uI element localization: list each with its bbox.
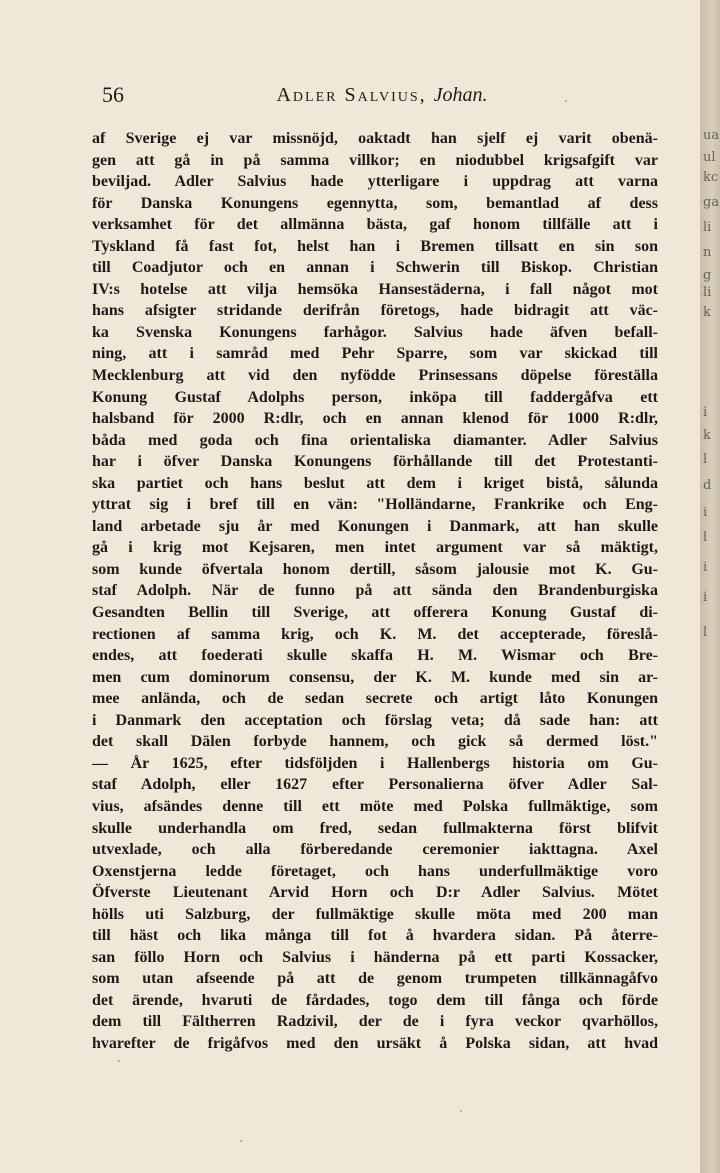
edge-glyph: i — [703, 505, 708, 520]
text-line: halsband för 2000 R:dlr, och en annan klenod för 1000 R:dlr, — [92, 410, 658, 428]
text-line: som utan afseende på att de genom trumpeten tillkännagåfvo — [92, 970, 658, 988]
text-line: hvarefter de frigåfvos med den ursäkt å Polska sidan, att hvad — [92, 1034, 658, 1052]
running-title-name: Adler Salvius, — [276, 84, 427, 106]
running-title-given: Johan. — [433, 84, 488, 106]
text-line: land arbetade sju år med Konungen i Danmark, att han skulle — [92, 517, 658, 535]
text-line: Tyskland få fast fot, helst han i Bremen tillsatt en sin son — [92, 237, 658, 255]
text-line: ka Svenska Konungens farhågor. Salvius hade äfven befall- — [92, 323, 658, 341]
text-line: gå i krig mot Kejsaren, men intet argument var så mäktigt, — [92, 539, 658, 557]
text-line: af Sverige ej var missnöjd, oaktadt han sjelf ej varit obenä- — [92, 130, 658, 147]
paper-speck — [240, 1140, 242, 1142]
edge-glyph: ua — [703, 128, 720, 143]
text-line: för Danska Konungens egennytta, som, bemantlad af dess — [92, 194, 658, 212]
text-line: ska partiet och hans beslut att dem i kriget bistå, sålunda — [92, 474, 658, 492]
text-line: IV:s hotelse att vilja hemsöka Hansestäderna, i fall något mot — [92, 280, 658, 298]
edge-glyph: i — [703, 405, 708, 420]
text-line: gen att gå in på samma villkor; en niodubbel krigsafgift var — [92, 151, 658, 169]
text-line: båda med goda och fina orientaliska diamanter. Adler Salvius — [92, 431, 658, 449]
edge-glyph: l — [703, 530, 708, 545]
text-line: mee anlända, och de sedan secrete och artigt låto Konungen — [92, 690, 658, 708]
running-title — [92, 84, 672, 107]
edge-glyph: k — [703, 305, 711, 320]
text-line: — År 1625, efter tidsföljden i Hallenbergs historia om Gu- — [92, 754, 658, 772]
text-line: som kunde öfvertala honom dertill, såsom jalousie mot K. Gu- — [92, 560, 658, 578]
paper-speck — [460, 1110, 462, 1112]
text-line: san föllo Horn och Salvius i händerna på ett parti Kossacker, — [92, 948, 658, 966]
text-line: staf Adolph, eller 1627 efter Personalierna öfver Adler Sal- — [92, 776, 658, 794]
edge-glyph: n — [703, 245, 712, 260]
text-line: ning, att i samråd med Pehr Sparre, som var skickad till — [92, 345, 658, 363]
paper-speck — [565, 100, 567, 102]
text-line: till häst och lika många till fot å hvardera sidan. På återre- — [92, 927, 658, 945]
text-line: Mecklenburg att vid den nyfödde Prinsessans döpelse föreställa — [92, 367, 658, 385]
text-line: utvexlade, och alla förberedande ceremonier iakttagna. Axel — [92, 841, 658, 859]
page-number: 56 — [102, 82, 124, 107]
edge-glyph: g — [703, 268, 712, 283]
text-line: Oxenstjerna ledde företaget, och hans underfullmäktige voro — [92, 862, 658, 880]
text-line: staf Adolph. När de funno på att sända den Brandenburgiska — [92, 582, 658, 600]
edge-glyph: d — [703, 478, 712, 493]
body-text — [92, 128, 658, 1055]
text-line: Konung Gustaf Adolphs person, inköpa till faddergåfva ett — [92, 388, 658, 406]
edge-glyph: li — [703, 220, 712, 235]
text-line: hans afsigter stridande derifrån företogs, hade bidragit att väc- — [92, 302, 658, 320]
text-line: men cum dominorum consensu, der K. M. kunde med sin ar- — [92, 668, 658, 686]
running-header — [92, 82, 672, 112]
edge-glyph: l — [703, 452, 708, 467]
text-line: dem till Fältherren Radzivil, der de i fyra veckor qvarhöllos, — [92, 1013, 658, 1031]
edge-glyph: ga — [703, 195, 720, 210]
paper-speck — [118, 1060, 120, 1062]
text-line: Gesandten Bellin till Sverige, att offerera Konung Gustaf di- — [92, 604, 658, 622]
edge-glyph: ul — [703, 150, 716, 165]
edge-glyph: k — [703, 428, 711, 443]
text-line: i Danmark den acceptation och förslag veta; då sade han: att — [92, 711, 658, 729]
text-line: endes, att foederati skulle skaffa H. M. Wismar och Bre- — [92, 647, 658, 665]
edge-glyph: i — [703, 590, 708, 605]
text-line: till Coadjutor och en annan i Schwerin till Biskop. Christian — [92, 259, 658, 277]
edge-glyph: kc — [703, 170, 719, 185]
edge-glyph: i — [703, 560, 708, 575]
text-line: yttrat sig i bref till en vän: "Holländarne, Frankrike och Eng- — [92, 496, 658, 514]
text-line: beviljad. Adler Salvius hade ytterligare i uppdrag att varna — [92, 173, 658, 191]
text-line: skulle underhandla om fred, sedan fullmakterna först blifvit — [92, 819, 658, 837]
text-line: verksamhet för det allmänna bästa, gaf honom tillfälle att i — [92, 216, 658, 234]
text-line: det skall Dälen forbyde hannem, och gick så dermed löst." — [92, 733, 658, 751]
text-line: hölls uti Salzburg, der fullmäktige skulle möta med 200 man — [92, 905, 658, 923]
edge-glyph: li — [703, 285, 712, 300]
text-line: det ärende, hvaruti de fårdades, togo dem till fånga och förde — [92, 991, 658, 1009]
edge-glyph: l — [703, 625, 708, 640]
text-line: Öfverste Lieutenant Arvid Horn och D:r Adler Salvius. Mötet — [92, 884, 658, 902]
text-line: har i öfver Danska Konungens förhållande till det Protestanti- — [92, 453, 658, 471]
text-line: rectionen af samma krig, och K. M. det accepterade, föreslå- — [92, 625, 658, 643]
text-line: vius, afsändes denne till ett möte med Polska fullmäktige, som — [92, 797, 658, 815]
